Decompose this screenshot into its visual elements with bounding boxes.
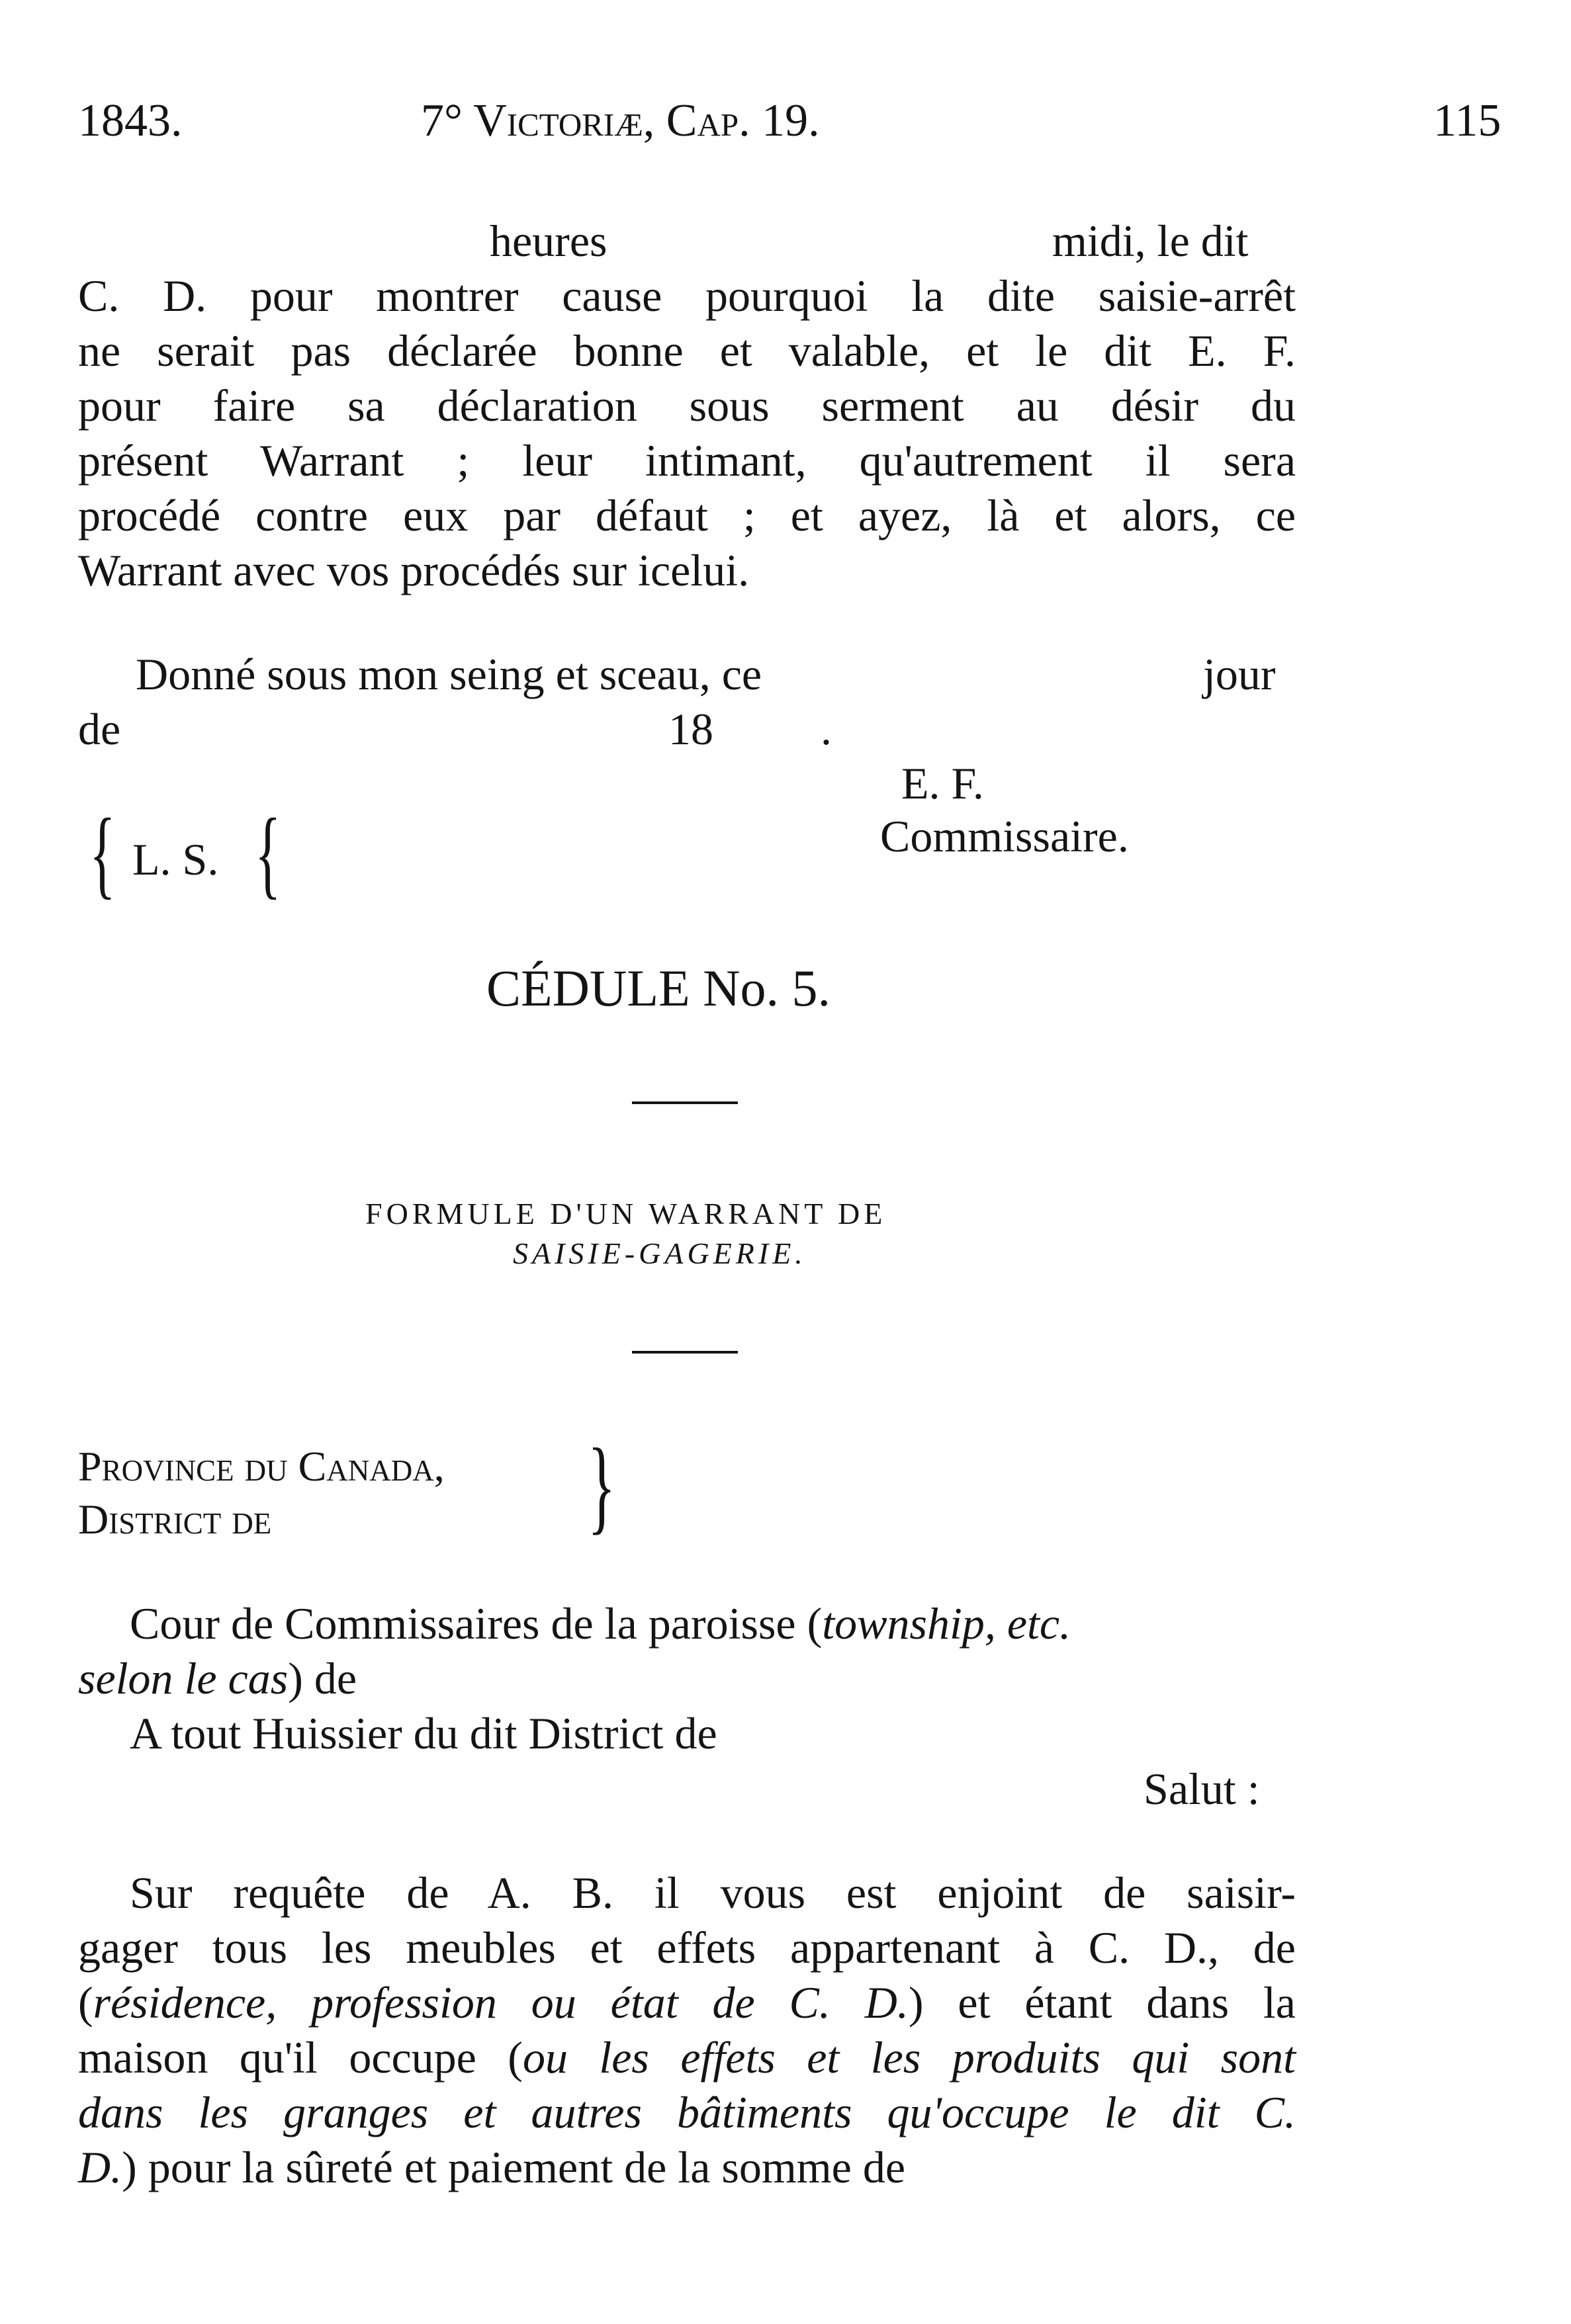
court-text-italic: selon le cas — [78, 1653, 289, 1703]
seal-left-brace: { — [89, 798, 116, 908]
province-brace: } — [588, 1426, 616, 1544]
schedule-title: CÉDULE No. 5. — [486, 959, 830, 1017]
order-line-6 — [78, 2142, 905, 2192]
divider-rule — [632, 1351, 738, 1354]
order-text: ) et étant dans la — [908, 1977, 1296, 2028]
court-text: Cour de Commissaires de la paroisse ( — [130, 1598, 823, 1649]
order-text-italic: ou les effets et les produits qui sont — [522, 2032, 1296, 2083]
signature-role: Commissaire. — [880, 811, 1129, 861]
warrant-line: C. D. pour montrer cause pourquoi la dite saisie-arrêt — [78, 271, 1296, 321]
given-period: . — [821, 704, 832, 754]
warrant-line: présent Warrant ; leur intimant, qu'autrement il sera — [78, 435, 1296, 486]
seal-label: L. S. — [132, 834, 219, 884]
header-title: 7° Victoriæ, Cap. 19. — [421, 95, 820, 146]
court-line-2 — [78, 1653, 357, 1703]
order-text-italic: résidence, profession ou état de C. D. — [93, 1977, 909, 2028]
given-jour: jour — [1203, 649, 1276, 699]
header-page-number: 115 — [1433, 95, 1502, 146]
court-line-3: A tout Huissier du dit District de — [130, 1708, 717, 1758]
order-line: gager tous les meubles et effets appartenant à C. D., de — [78, 1922, 1296, 1973]
given-year-blank: 18 — [668, 704, 713, 754]
warrant-line: ne serait pas déclarée bonne et valable, et le dit E. F. — [78, 325, 1296, 376]
signature-initials: E. F. — [901, 758, 984, 808]
order-line-3 — [78, 1977, 1296, 2028]
schedule-subtitle: FORMULE D'UN WARRANT DE — [365, 1197, 887, 1230]
order-text: ) pour la sûreté et paiement de la somme de — [122, 2142, 905, 2192]
seal-right-brace: { — [255, 798, 281, 908]
province-line: Province du Canada, — [78, 1443, 445, 1490]
header-year: 1843. — [78, 95, 183, 146]
order-line-5: dans les granges et autres bâtiments qu'occupe le dit C. — [78, 2087, 1296, 2137]
order-line-4 — [78, 2032, 1296, 2083]
order-text: ( — [78, 1977, 93, 2028]
warrant-line: procédé contre eux par défaut ; et ayez, là et alors, ce — [78, 490, 1296, 540]
warrant-line-heures: heures — [490, 216, 607, 266]
given-de: de — [78, 704, 121, 754]
court-line-1 — [130, 1598, 1071, 1649]
salut: Salut : — [1144, 1764, 1260, 1814]
given-text: Donné sous mon seing et sceau, ce — [136, 649, 762, 699]
warrant-line-midi: midi, le dit — [1052, 216, 1249, 266]
order-text-italic: D. — [78, 2142, 122, 2192]
order-line: Sur requête de A. B. il vous est enjoint de saisir- — [130, 1868, 1296, 1918]
divider-rule — [632, 1101, 738, 1104]
district-line: District de — [78, 1496, 272, 1543]
court-text-italic: township, etc. — [822, 1598, 1071, 1649]
warrant-line: pour faire sa déclaration sous serment au désir du — [78, 380, 1296, 431]
court-text: ) de — [288, 1653, 357, 1703]
order-text: maison qu'il occupe ( — [78, 2032, 523, 2083]
warrant-last-line: Warrant avec vos procédés sur icelui. — [78, 545, 750, 595]
schedule-subtitle-italic: SAISIE-GAGERIE. — [513, 1236, 807, 1270]
